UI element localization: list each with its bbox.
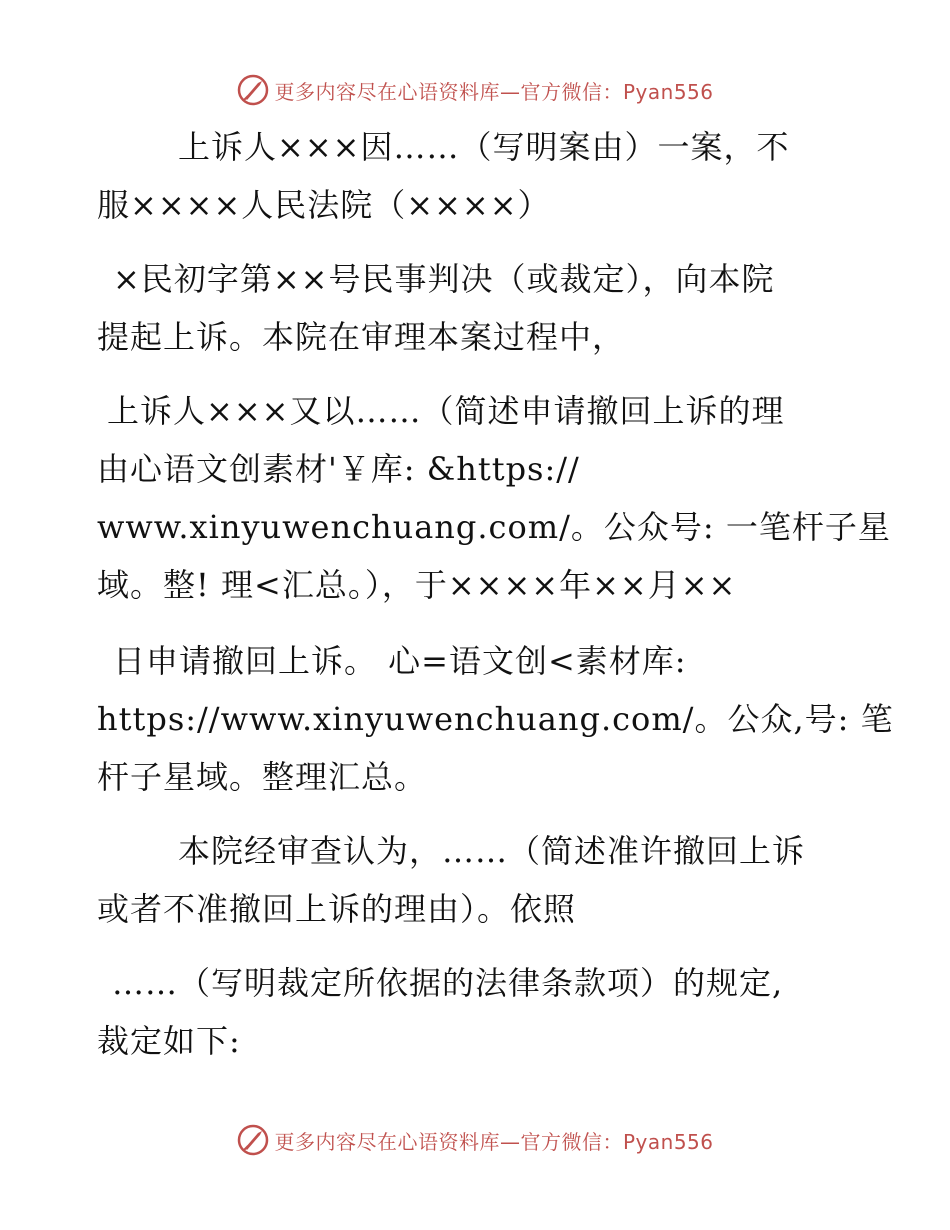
doc-line-1: 上诉人×××因……（写明案由）一案，不: [178, 128, 790, 166]
header-banner-label: 更多内容尽在心语资料库—官方微信：: [274, 79, 623, 104]
header-wechat-id: Pyan556: [622, 79, 714, 104]
header-banner-text: [274, 76, 713, 105]
quill-logo-icon: [236, 73, 270, 107]
footer-banner-label: 更多内容尽在心语资料库—官方微信：: [274, 1129, 623, 1154]
doc-line-14: ……（写明裁定所依据的法律条款项）的规定,: [112, 964, 784, 1002]
footer-wechat-id: Pyan556: [622, 1129, 714, 1154]
doc-line-4: 提起上诉。本院在审理本案过程中，: [97, 318, 626, 356]
doc-line-3: ×民初字第××号民事判决（或裁定），向本院: [113, 260, 775, 298]
doc-line-15: 裁定如下:: [97, 1022, 241, 1060]
doc-line-8: 域。整! 理<汇总。），于××××年××月××: [97, 566, 737, 604]
doc-line-9: 日申请撤回上诉。 心=语文创<素材库:: [113, 642, 687, 680]
doc-line-11: 杆子星域。整理汇总。: [97, 758, 428, 796]
quill-logo-icon: [236, 1123, 270, 1157]
doc-line-2: 服××××人民法院（××××）: [97, 186, 551, 224]
doc-line-6: 由心语文创素材'￥库: &https://: [97, 450, 580, 488]
doc-line-5: 上诉人×××又以……（简述申请撤回上诉的理: [107, 392, 785, 430]
footer-banner: [0, 1120, 950, 1160]
doc-line-10: https://www.xinyuwenchuang.com/。公众,号: 笔: [97, 700, 894, 738]
header-banner: [0, 70, 950, 110]
doc-line-12: 本院经审查认为，……（简述准许撤回上诉: [178, 832, 806, 870]
doc-line-7: www.xinyuwenchuang.com/。公众号: 一笔杆子星: [97, 508, 891, 546]
footer-banner-text: [274, 1126, 713, 1155]
doc-line-13: 或者不准撤回上诉的理由）。依照: [97, 890, 577, 928]
